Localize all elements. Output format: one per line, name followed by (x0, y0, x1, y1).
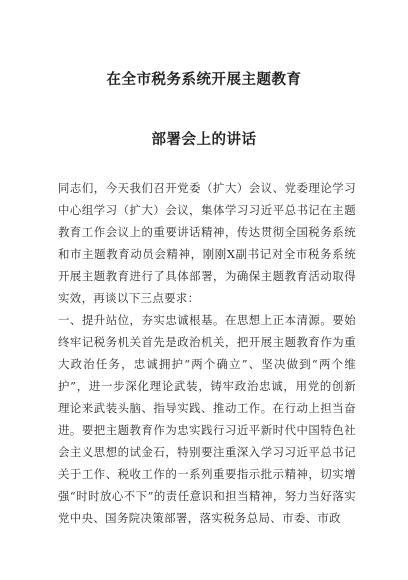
paragraph-point-one: 一、提升站位，夯实忠诚根基。在思想上正本清源。要始终牢记税务机关首先是政治机关，把开展主题教育作为重大政治任务，忠诚拥护“两个确立”、坚决做到“两个维护”，进一步深化理论武装，铸牢政治忠诚，用党的创新理论来武装头脑、指导实践、推动工作。在行动上担当奋进。要把主题教育作为忠实践行习近平新时代中国特色社会主义思想的试金石，特别要注重深入学习习近平总书记关于工作、税收工作的一系列重要指示批示精神，切实增强“时时放心不下”的责任意识和担当精神，努力当好落实党中央、国务院决策部署，落实税务总局、市委、市政 (58, 313, 356, 525)
paragraph-opening: 同志们，今天我们召开党委（扩大）会议、党委理论学习中心组学习（扩大）会议，集体学习习近平总书记在主题教育工作会议上的重要讲话精神，传达贯彻全国税务系统和市主题教育动员会精神，刚刚X副书记对全市税务系统开展主题教育进行了具体部署，为确保主题教育活动取得实效，再谈以下三点要求： (58, 181, 356, 305)
document-title-line-2: 部署会上的讲话 (151, 132, 257, 148)
document-body (58, 177, 356, 529)
document-title-line-1: 在全市税务系统开展主题教育 (106, 72, 302, 88)
